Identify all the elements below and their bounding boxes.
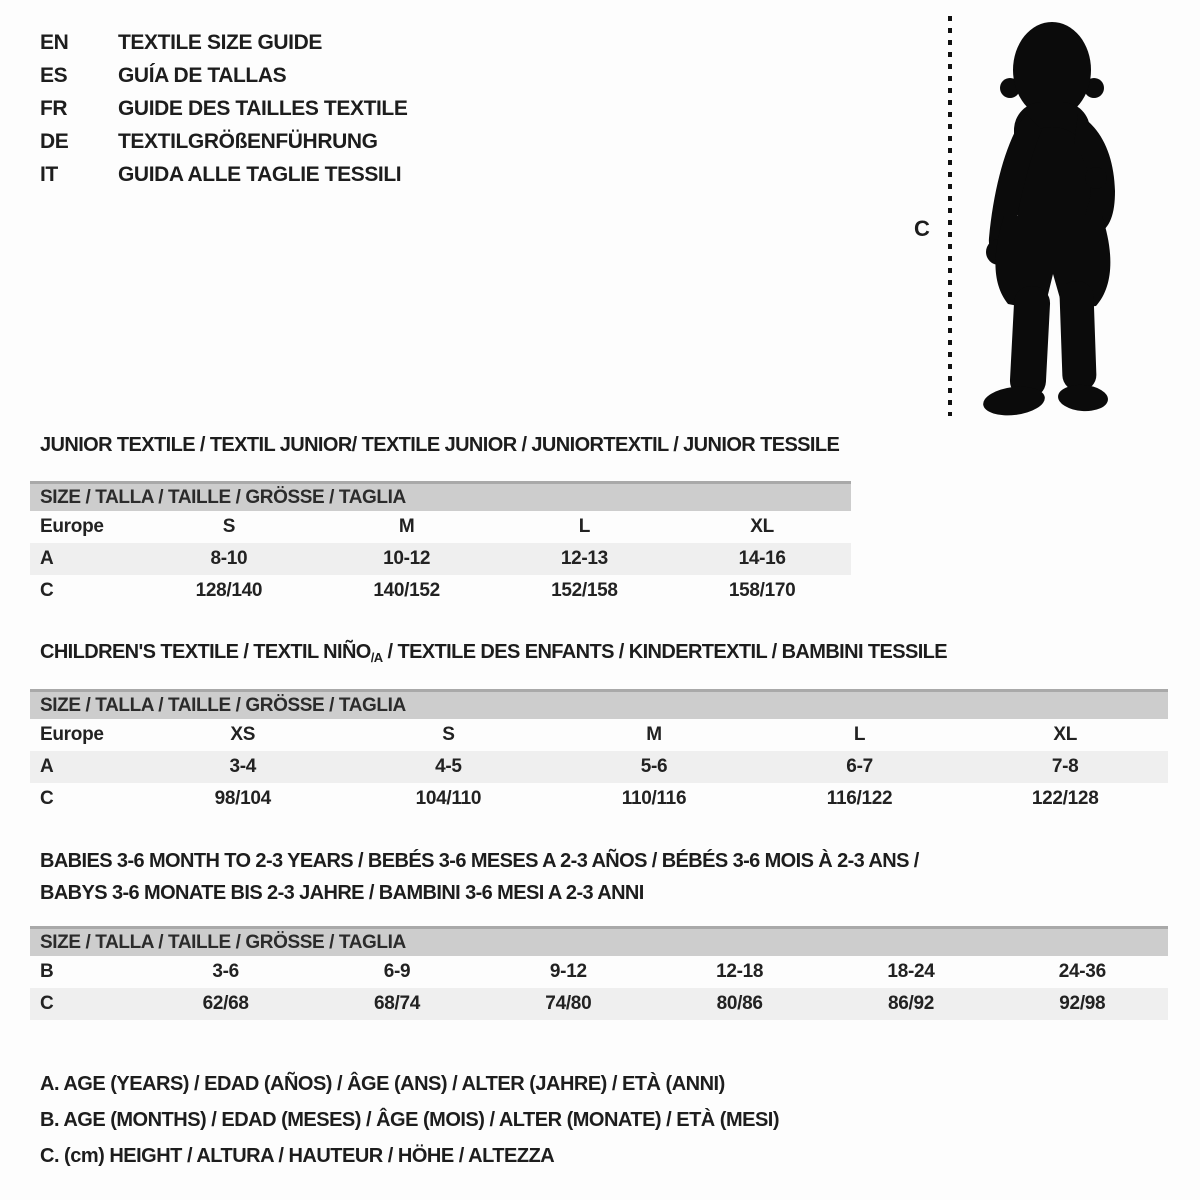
row-label: C — [40, 993, 54, 1014]
language-row-de — [40, 125, 407, 158]
size-cell: M — [646, 724, 662, 745]
value-cell: 62/68 — [202, 993, 249, 1014]
language-code: EN — [40, 31, 69, 54]
language-code: ES — [40, 64, 68, 87]
size-cell: S — [442, 724, 455, 745]
language-row-es — [40, 59, 407, 92]
junior-section-title: JUNIOR TEXTILE / TEXTIL JUNIOR/ TEXTILE JUNIOR / JUNIORTEXTIL / JUNIOR TESSILE — [40, 434, 840, 456]
row-label: Europe — [40, 516, 104, 537]
table-row-europe — [30, 511, 851, 543]
babies-section-title-line1: BABIES 3-6 MONTH TO 2-3 YEARS / BEBÉS 3-6 MESES A 2-3 AÑOS / BÉBÉS 3-6 MOIS À 2-3 ANS / — [40, 850, 919, 872]
value-cell: 5-6 — [640, 756, 668, 777]
size-header-band: SIZE / TALLA / TAILLE / GRÖSSE / TAGLIA — [30, 926, 1168, 956]
table-row-months — [30, 956, 1168, 988]
language-title: TEXTILE SIZE GUIDE — [118, 31, 322, 54]
value-cell: 3-6 — [212, 961, 239, 982]
table-row-age — [30, 751, 1168, 783]
value-cell: 7-8 — [1051, 756, 1079, 777]
value-cell: 68/74 — [373, 993, 421, 1014]
row-label: A — [40, 548, 54, 569]
language-row-it — [40, 158, 407, 191]
language-code: IT — [40, 163, 58, 186]
babies-section-title-line2: BABYS 3-6 MONATE BIS 2-3 JAHRE / BAMBINI 3-6 MESI A 2-3 ANNI — [40, 882, 644, 904]
language-title: GUÍA DE TALLAS — [118, 64, 287, 87]
measure-c-label: C — [914, 216, 930, 241]
value-cell: 122/128 — [1031, 788, 1099, 809]
height-measure-dashed-line — [946, 16, 954, 416]
size-cell: XL — [750, 516, 774, 537]
size-cell: XL — [1053, 724, 1078, 745]
value-cell: 6-9 — [383, 961, 411, 982]
table-row-height — [30, 783, 1168, 815]
language-title-list — [40, 26, 407, 191]
table-row-age — [30, 543, 851, 575]
size-cell: L — [853, 724, 866, 745]
size-header-band: SIZE / TALLA / TAILLE / GRÖSSE / TAGLIA — [30, 481, 851, 511]
size-cell: XS — [230, 724, 256, 745]
language-code: FR — [40, 97, 68, 120]
language-title: GUIDA ALLE TAGLIE TESSILI — [118, 163, 402, 186]
language-title: TEXTILGRÖßENFÜHRUNG — [118, 130, 378, 153]
value-cell: 116/122 — [826, 788, 893, 809]
language-title: GUIDE DES TAILLES TEXTILE — [118, 97, 408, 120]
value-cell: 86/92 — [887, 993, 934, 1014]
junior-size-table — [30, 481, 851, 607]
value-cell: 10-12 — [383, 548, 431, 569]
value-cell: 14-16 — [738, 548, 786, 569]
legend-line-age-years: A. AGE (YEARS) / EDAD (AÑOS) / ÂGE (ANS) / ALTER (JAHRE) / ETÀ (ANNI) — [40, 1073, 725, 1095]
value-cell: 6-7 — [846, 756, 873, 777]
legend-block — [40, 1066, 779, 1174]
toddler-silhouette-image — [962, 16, 1140, 418]
value-cell: 3-4 — [229, 756, 257, 777]
value-cell: 18-24 — [887, 961, 935, 982]
legend-line-age-months: B. AGE (MONTHS) / EDAD (MESES) / ÂGE (MOIS) / ALTER (MONATE) / ETÀ (MESI) — [40, 1109, 780, 1131]
value-cell: 92/98 — [1059, 993, 1106, 1014]
size-cell: M — [398, 516, 415, 537]
value-cell: 158/170 — [728, 580, 796, 601]
value-cell: 9-12 — [549, 961, 587, 982]
children-title-main: CHILDREN'S TEXTILE / TEXTIL NIÑO — [40, 641, 371, 663]
value-cell: 4-5 — [435, 756, 462, 777]
row-label: C — [40, 580, 54, 601]
children-size-table — [30, 689, 1168, 815]
legend-line-height: C. (cm) HEIGHT / ALTURA / HAUTEUR / HÖHE / ALTEZZA — [40, 1145, 555, 1167]
language-row-fr — [40, 92, 407, 125]
size-header-band: SIZE / TALLA / TAILLE / GRÖSSE / TAGLIA — [30, 689, 1168, 719]
language-row-en — [40, 26, 407, 59]
value-cell: 152/158 — [551, 580, 618, 601]
value-cell: 80/86 — [716, 993, 763, 1014]
size-cell: S — [222, 516, 236, 537]
value-cell: 110/116 — [621, 788, 687, 809]
row-label: B — [40, 961, 54, 982]
size-cell: L — [578, 516, 591, 537]
value-cell: 12-18 — [716, 961, 764, 982]
row-label: Europe — [40, 724, 104, 745]
babies-size-table — [30, 926, 1168, 1020]
value-cell: 98/104 — [214, 788, 271, 809]
language-code: DE — [40, 130, 69, 153]
value-cell: 12-13 — [560, 548, 608, 569]
children-title-rest: / TEXTILE DES ENFANTS / KINDERTEXTIL / BAMBINI TESSILE — [382, 641, 948, 663]
table-row-europe — [30, 719, 1168, 751]
row-label: A — [40, 756, 54, 777]
value-cell: 104/110 — [415, 788, 482, 809]
children-section-title — [40, 641, 947, 665]
value-cell: 128/140 — [195, 580, 263, 601]
value-cell: 24-36 — [1058, 961, 1106, 982]
value-cell: 140/152 — [373, 580, 440, 601]
row-label: C — [40, 788, 54, 809]
value-cell: 8-10 — [210, 548, 248, 569]
table-row-height — [30, 988, 1168, 1020]
children-title-subscript: /A — [370, 650, 383, 665]
table-row-height — [30, 575, 851, 607]
value-cell: 74/80 — [545, 993, 592, 1014]
